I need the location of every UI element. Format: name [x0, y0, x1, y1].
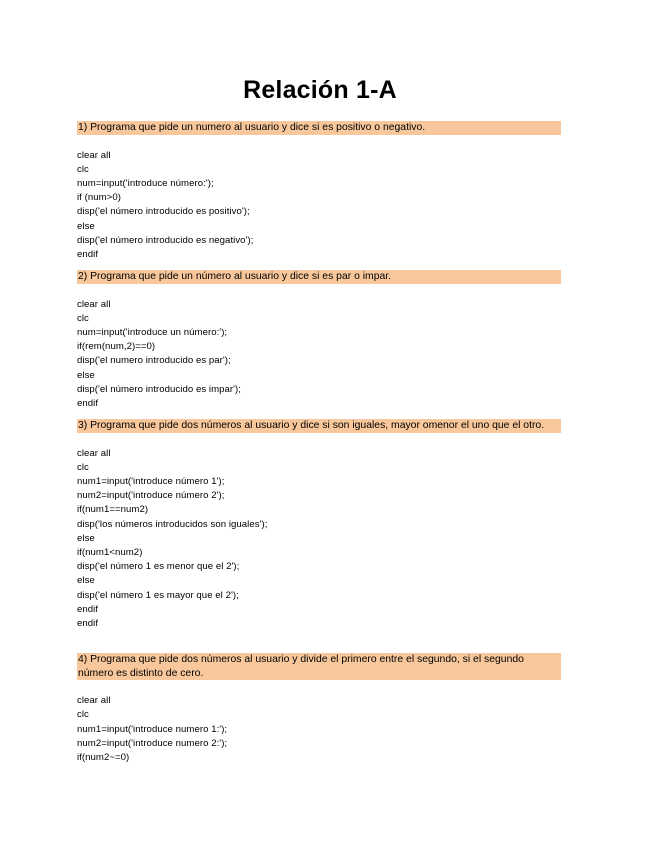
exercise-heading: 2) Programa que pide un número al usuario y dice si es par o impar. [77, 270, 561, 284]
code-line: clear all [77, 695, 111, 707]
code-line: num2=input('introduce numero 2:'); [77, 737, 228, 749]
code-line: endif [77, 603, 99, 615]
code-line: if(num1<num2) [77, 547, 143, 559]
code-line: disp('el número introducido es impar'); [77, 383, 241, 395]
code-line: clc [77, 461, 89, 473]
code-line: endif [77, 618, 99, 630]
code-line: if(num1==num2) [77, 504, 149, 516]
code-line: clear all [77, 447, 111, 459]
code-line: disp('el número 1 es mayor que el 2'); [77, 589, 239, 601]
code-line: disp('el número introducido es negativo'); [77, 234, 254, 246]
code-line: else [77, 532, 95, 544]
code-line: clear all [77, 149, 111, 161]
code-line: clear all [77, 298, 111, 310]
document-title: Relación 1-A [243, 76, 397, 104]
exercise-heading: 4) Programa que pide dos números al usuario y divide el primero entre el segundo, si el segundo número es distinto de cero. [77, 653, 561, 680]
code-line: num=input('introduce un número:'); [77, 327, 228, 338]
code-line: else [77, 575, 95, 587]
code-line: if (num>0) [77, 192, 121, 204]
code-line: disp('el número 1 es menor que el 2'); [77, 561, 240, 573]
code-line: num2=input('introduce número 2'); [77, 490, 225, 502]
code-line: disp('el número introducido es positivo'); [77, 206, 250, 218]
code-line: if(rem(num,2)==0) [77, 341, 156, 353]
exercise-heading: 1) Programa que pide un numero al usuario y dice si es positivo o negativo. [77, 121, 561, 135]
code-block [77, 447, 561, 632]
exercise-section-3 [77, 419, 561, 631]
exercise-heading: 3) Programa que pide dos números al usuario y dice si son iguales, mayor omenor el uno que el otro. [77, 419, 561, 433]
code-line: endif [77, 249, 99, 261]
code-line: clc [77, 709, 89, 721]
exercise-section-4 [77, 653, 561, 765]
code-line: disp('el numero introducido es par'); [77, 355, 231, 367]
code-line: endif [77, 398, 99, 410]
code-line: num1=input('introduce número 1'); [77, 476, 225, 487]
code-block [77, 298, 561, 412]
code-line: disp('los números introducidos son iguales'); [77, 518, 268, 530]
code-block [77, 149, 561, 263]
code-line: clc [77, 312, 89, 324]
code-line: else [77, 220, 95, 232]
code-line: num=input('introduce número:'); [77, 178, 214, 189]
code-block [77, 694, 561, 765]
code-line: num1=input('introduce numero 1:'); [77, 723, 228, 735]
code-line: clc [77, 163, 89, 175]
exercise-section-2 [77, 270, 561, 411]
code-line: else [77, 369, 95, 381]
code-line: if(num2~=0) [77, 752, 130, 763]
exercise-section-1 [77, 121, 561, 262]
